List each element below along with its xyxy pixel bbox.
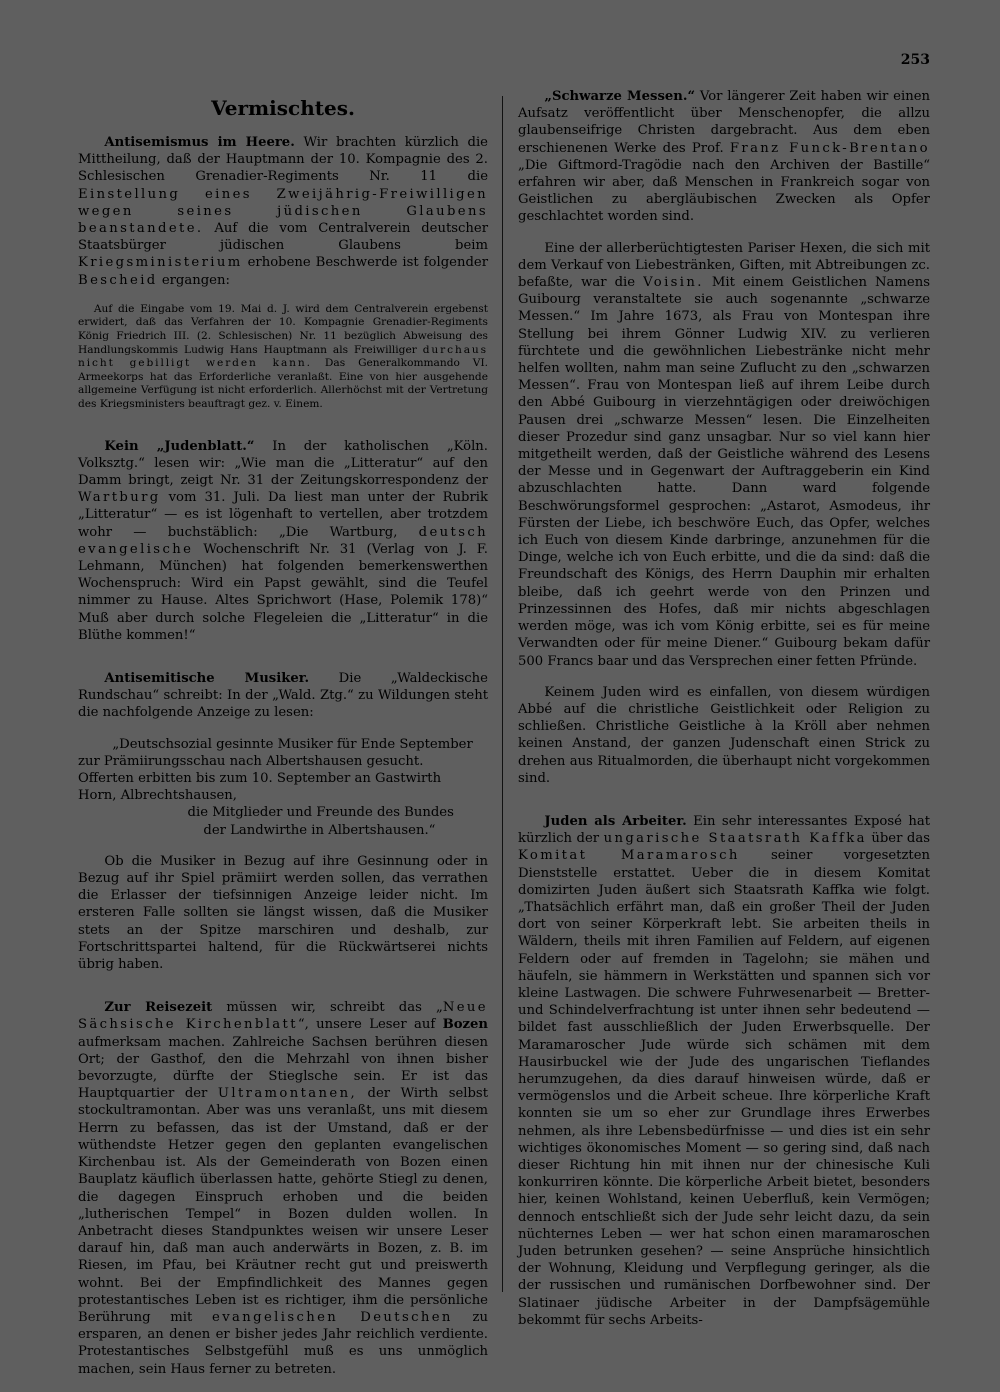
decree-text: Auf die Eingabe vom 19. Mai d. J. wird dem Centralverein ergebenst erwidert, daß das Verfahren der 10. Kompagnie Grenadier-Regiments König Friedrich III. (2. Schlesischen) Nr. 11 bezüglich Abweisung des Handlungskommis Ludwig Hans Hauptmann als Freiwilliger: [78, 302, 488, 356]
article-text-paragraph: [518, 240, 930, 670]
quoted-decree: [78, 303, 488, 412]
article-text: Auf die vom Centralverein deutscher Staatsbürger jüdischen Glaubens beim: [78, 221, 488, 254]
article-text: über das: [871, 831, 930, 847]
emphasis-text: Ultramontanen,: [217, 1086, 358, 1102]
article-text: Eine der allerberüchtigtesten Pariser Hexen, die sich mit dem Verkauf von Liebestränken, Giften, mit Abtreibungen zc. befaßte, war die: [518, 240, 930, 291]
emphasis-bold: Bozen: [442, 1017, 488, 1033]
emphasis-text: evangelischen Deutschen: [212, 1309, 453, 1325]
ad-line: Offerten erbitten bis zum 10. September an Gastwirth: [78, 771, 442, 787]
article-text: Wir brachten kürzlich die Mittheilung, daß der Hauptmann der 10. Kompagnie des 2. Schlesischen Grenadier-Regiments Nr. 11 die: [78, 135, 488, 185]
decree-emphasis: durchaus nicht gebilligt werden kann.: [78, 343, 488, 370]
article-text: aufmerksam machen. Zahlreiche Sachsen berühren diesen Ort; der Gasthof, den die Mehrzahl von ihnen bisher bevorzugte, dürfte der Stieglsche sein. Er ist das Hauptquartier der: [78, 1034, 488, 1102]
decree-text: Das Generalkommando VI. Armeekorps hat das Erforderliche veranlaßt. Eine von hier ausgehende allgemeine Verfügung ist nicht erforderlich. Allerhöchst mit der Vertretung des Kriegsministers beauftragt gez. v. Einem.: [78, 357, 489, 410]
article-text-paragraph: Ob die Musiker in Bezug auf ihre Gesinnung oder in Bezug auf ihr Spiel prämiirt werden sollen, das verrathen die Erlasser der tiefsinnigen Anzeige leider nicht. Im ersteren Falle sollten sie längst wissen, daß die Musiker stets an der Spitze marschiren und deshalb, zur Fortschrittspartei haltend, für die Rückwärtserei nichts übrig haben.: [78, 853, 488, 973]
emphasis-text: Bescheid: [78, 272, 158, 288]
ad-line: die Mitglieder und Freunde des Bundes: [187, 805, 454, 821]
right-column: [518, 88, 930, 1343]
article-text: „Die Giftmord-Tragödie nach den Archiven der Bastille“ erfahren wir aber, daß Menschen in Frankreich sogar von Geistlichen zu abergläubischen Zwecken als Opfer geschlachtet worden sind.: [518, 157, 930, 225]
page-number: 253: [900, 52, 930, 68]
emphasis-text: Franz Funck-Brentano: [729, 140, 930, 156]
article-text: erhobene Beschwerde ist folgender: [247, 255, 488, 271]
emphasis-text: Kriegsministerium: [78, 255, 243, 271]
article-heading: Antisemitische Musiker.: [104, 671, 310, 687]
article-text: ergangen:: [161, 272, 230, 288]
article-text: Vor längerer Zeit haben wir einen Aufsatz veröffentlicht über Menschenopfer, die allzu glaubenseifrige Christen dargebracht. Aus dem eben erschienenen Werke des Prof.: [518, 89, 930, 156]
article-text: müssen wir, schreibt das „: [226, 1000, 443, 1016]
article-juden-als-arbeiter: [518, 813, 930, 1329]
emphasis-text: deutsch evangelische: [78, 524, 488, 557]
article-text-paragraph: Keinem Juden wird es einfallen, von diesem würdigen Abbé auf die christliche Geistlichkeit oder Religion zu schließen. Christliche Geistliche à la Kröll aber nehmen keinen Anstand, der ganzen Judenschaft einen Strick zu drehen aus Ritualmorden, die überhaupt nicht vorgekommen sind.: [518, 684, 930, 786]
article-antisemitische-musiker: [78, 670, 488, 722]
article-text: Die „Waldeckische Rundschau“ schreibt: In der „Wald. Ztg.“ zu Wildungen steht die nachfolgende Anzeige zu lesen:: [78, 671, 488, 721]
ad-line: Horn, Albrechtshausen,: [78, 788, 237, 804]
quoted-advertisement: [78, 736, 488, 839]
article-text: Ein sehr interessantes Exposé hat kürzlich der: [518, 813, 930, 847]
article-heading: „Schwarze Messen.“: [544, 89, 696, 104]
article-text: vom 31. Juli. Da liest man unter der Rubrik „Litteratur“ — es ist lögenhaft to vertellen, aber trotzdem wohr — buchstäblich: „Die Wartburg,: [78, 490, 488, 540]
column-divider: [502, 96, 503, 1292]
article-kein-judenblatt: [78, 438, 488, 644]
article-zur-reisezeit: [78, 999, 488, 1377]
emphasis-text: ungarische Staatsrath Kaffka: [603, 831, 867, 847]
ad-line: „Deutschsozial gesinnte Musiker für Ende September: [112, 736, 473, 752]
section-title: Vermischtes.: [211, 96, 355, 120]
left-column: [78, 88, 488, 1392]
article-heading: Juden als Arbeiter.: [544, 813, 687, 829]
article-text: der Wirth selbst stockultramontan. Aber was uns veranlaßt, uns mit diesem Herrn zu befassen, das ist der Umstand, daß er der wüthendste Hetzer gegen den geplanten evangelischen Kirchenbau ist. Als der Gemeinderath von Bozen einen Bauplatz käuflich überlassen hatte, gehörte Stiegl zu denen, die dagegen Einspruch erhoben und die beiden „lutherischen Tempel“ in Bozen dulden wollen. In Anbetracht dieses Standpunktes weisen wir unsere Leser darauf hin, daß man auch anderwärts in Bozen, z. B. im Riesen, im Pfau, bei Kräutner recht gut und preiswerth wohnt. Bei der Empfindlichkeit des Mannes gegen protestantisches Leben ist es richtiger, ihm die persönliche Berührung mit: [78, 1086, 488, 1325]
emphasis-text: Voisin.: [643, 275, 704, 291]
article-text: Mit einem Geistlichen Namens Guibourg veranstaltete sie auch sogenannte „schwarze Messen.“ Im Jahre 1673, als Frau von Montespan ihre Stellung bei ihrem Gönner Ludwig XIV. zu verlieren fürchtete und die gewöhnlichen Liebestränke nicht mehr helfen wollten, nahm man seine Zuflucht zu den „schwarzen Messen“. Frau von Montespan ließ auf ihrem Leibe durch den Abbé Guibourg in vierzehntägigen oder dreiwöchigen Pausen drei „schwarze Messen“ lesen. Die Einzelheiten dieser Prozedur sind ganz unsagbar. Nur so viel kann hier mitgetheilt werden, daß der Geistliche während des Lesens der Messe und in Gegenwart der Auftraggeberin ein Kind abzuschlachten hatte. Dann ward folgende Beschwörungsformel gesprochen: „Astarot, Asmodeus, ihr Fürsten der Liebe, ich beschwöre Euch, das Opfer, welches ich Euch von diesem Kinde darbringe, anzunehmen für die Dinge, welche ich von Euch erbitte, und die da sind: daß die Freundschaft des Königs, des Herrn Dauphin mir erhalten bleibe, daß ich geehrt werde von den Prinzen und Prinzessinnen des Hofes, daß mir nichts abgeschlagen werden möge, was ich vom König erbitte, sei es für meine Verwandten oder für meine Diener.“ Guibourg bekam dafür 500 Francs baar und das Versprechen einer fetten Pfründe.: [518, 275, 930, 669]
article-antisemismus-heere: [78, 134, 488, 289]
article-text: zu ersparen, an denen er bisher jedes Jahr reichlich verdiente. Protestantisches Selbstgefühl muß es uns unmöglich machen, sein Haus ferner zu betreten.: [78, 1309, 488, 1377]
emphasis-text: Einstellung eines Zweijährig-Freiwilligen wegen seines jüdischen Glaubens beanstandete.: [78, 186, 488, 237]
emphasis-text: Wartburg: [78, 490, 161, 506]
emphasis-text: Komitat Maramarosch: [518, 848, 740, 864]
emphasis-text: Neue Sächsische Kirchenblatt: [78, 1000, 488, 1033]
article-text: “, unsere Leser auf: [297, 1017, 436, 1033]
article-schwarze-messen: [518, 88, 930, 226]
article-text: Wochenschrift Nr. 31 (Verlag von J. F. Lehmann, München) hat folgenden bemerkenswerthen Wochenspruch: Wird ein Papst gewählt, sind die Teufel nimmer zu Hause. Altes Sprichwort (Hase, Polemik 178)“ Muß aber durch solche Flegeleien die „Litteratur“ in die Blüthe kommen!“: [78, 541, 488, 643]
article-heading: Antisemismus im Heere.: [104, 135, 295, 150]
article-text: In der katholischen „Köln. Volksztg.“ lesen wir: „Wie man die „Litteratur“ auf den Damm bringt, zeigt Nr. 31 der Zeitungskorrespondenz der: [78, 438, 488, 488]
ad-line: der Landwirthe in Albertshausen.“: [203, 822, 436, 838]
article-text: seiner vorgesetzten Dienststelle erstattet. Ueber die in diesem Komitat domizirten Juden äußert sich Staatsrath Kaffka wie folgt. „Thatsächlich erfährt man, daß ein großer Theil der Juden dort von seiner Körperkraft lebt. Sie arbeiten theils in Wäldern, theils mit ihren Familien auf Feldern, auf eigenen Feldern oder auf fremden in Tagelohn; sie mähen und häufeln, sie hämmern in Werkstätten und spannen sich vor kleine Lastwagen. Die schwere Fuhrwesenarbeit — Bretter- und Schindelverfrachtung ist unter ihnen sehr bedeutend — bildet fast ausschließlich der Juden Erwerbsquelle. Der Maramaroscher Jude würde sich schämen mit dem Hausirbuckel wie der Jude des ungarischen Tieflandes herumzugehen, da dies darauf hinweisen würde, daß er vermögenslos und die Arbeit scheue. Ihre körperliche Kraft konnten sie um so eher zur Grundlage ihres Erwerbes nehmen, als ihre Lebensbedürfnisse — und dies ist ein sehr wichtiges ökonomisches Moment — so gering sind, daß nach dieser Richtung hin mit ihnen nur der chinesische Kuli konkurriren könnte. Die körperliche Arbeit bietet, besonders hier, keinen Wohlstand, keinen Ueberfluß, kein Vermögen; dennoch entschließt sich der Jude sehr leicht dazu, da sein nüchternes Leben — wer hat schon einen maramaroschen Juden betrunken gesehen? — seine Ansprüche hinsichtlich der Wohnung, Kleidung und Verpflegung geringer, als die der russischen und rumänischen Dorfbewohner sind. Der Slatinaer jüdische Arbeiter in der Dampfsägemühle bekommt für sechs Arbeits-: [518, 848, 930, 1328]
ad-line: zur Prämiirungsschau nach Albertshausen gesucht.: [78, 753, 424, 769]
article-heading: Zur Reisezeit: [104, 1000, 213, 1016]
article-heading: Kein „Judenblatt.“: [104, 438, 255, 454]
